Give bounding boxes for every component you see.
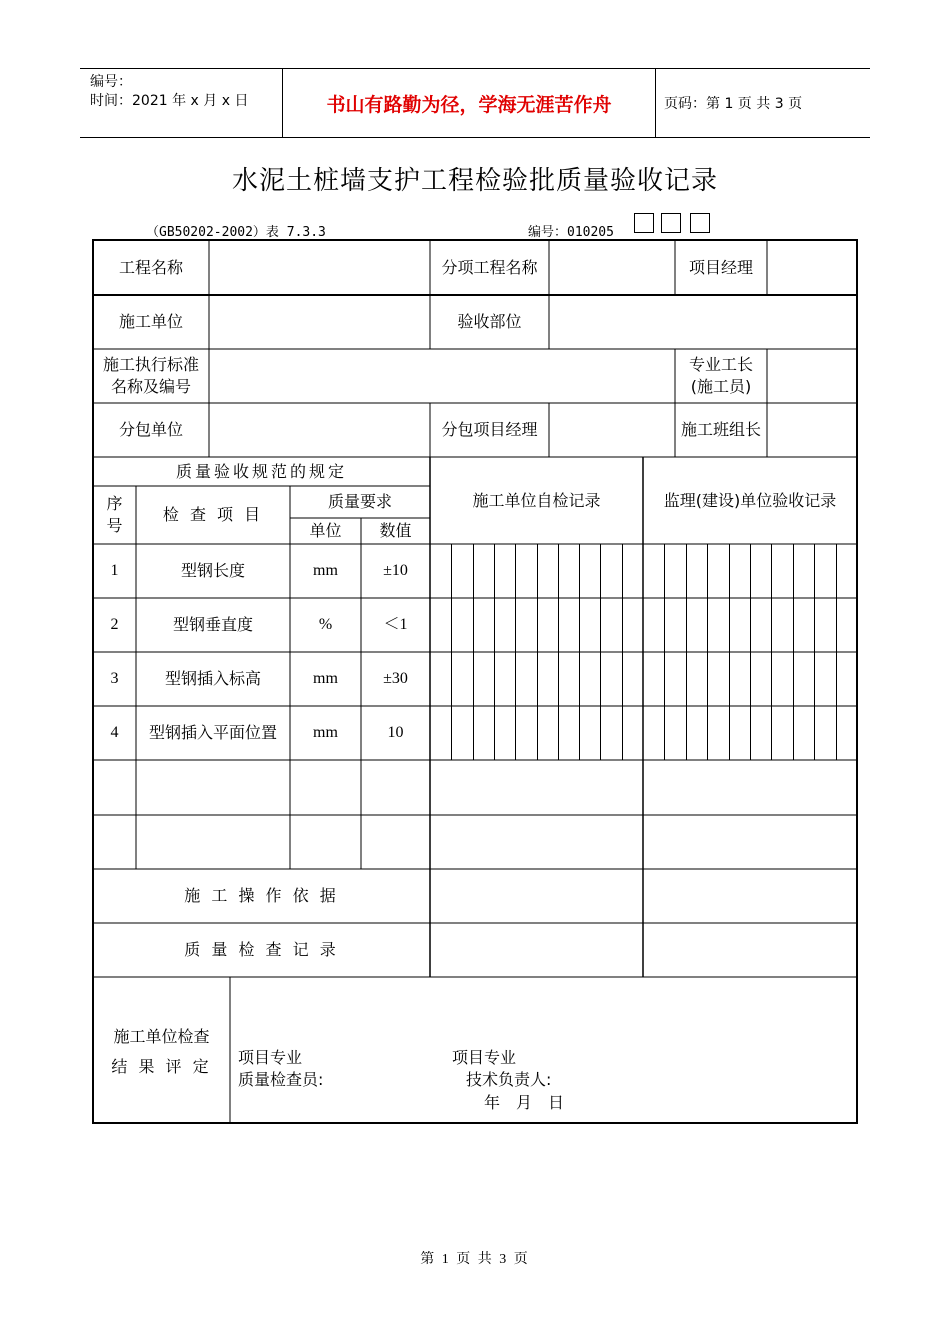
item-name: 型钢长度	[180, 561, 245, 580]
unit-header: 单位	[309, 521, 342, 540]
subcontractor-label: 分包单位	[118, 420, 183, 439]
time-label: 时间：2021 年 x 月 x 日	[90, 93, 249, 109]
sub-project-name-field[interactable]	[549, 240, 675, 295]
item-unit: %	[318, 616, 333, 633]
subcontractor-field[interactable]	[209, 403, 430, 457]
motto: 书山有路勤为径，学海无涯苦作舟	[282, 69, 656, 137]
quality-inspection-label: 质 量 检 查 记 录	[184, 940, 339, 959]
standard-name-field[interactable]	[209, 349, 675, 403]
standard-name-label	[93, 349, 209, 403]
page-title: 水泥土桩墙支护工程检验批质量验收记录	[231, 166, 718, 196]
technical-lead-line2: 技术负责人:	[466, 1070, 552, 1089]
item-unit: mm	[313, 670, 338, 687]
item-name: 型钢插入标高	[164, 669, 261, 688]
item-no: 4	[110, 724, 119, 741]
sub-project-manager-label: 分包项目经理	[441, 420, 538, 439]
item-value: ±30	[383, 670, 408, 687]
item-no: 2	[110, 616, 119, 633]
technical-lead	[452, 1047, 551, 1091]
quality-inspector-line2: 质量检查员:	[238, 1070, 324, 1089]
team-leader-label: 施工班组长	[680, 420, 761, 439]
foreman-line2: (施工员)	[690, 377, 752, 396]
project-name-field[interactable]	[209, 240, 430, 295]
serial-number: 编号：010205	[528, 225, 614, 240]
page-info: 页码：第 1 页 共 3 页	[664, 96, 803, 112]
item-value: ＜1	[383, 616, 408, 633]
standard-reference: （GB50202-2002）表 7.3.3	[146, 225, 326, 240]
quality-inspector-line1: 项目专业	[238, 1048, 303, 1067]
quality-inspector	[238, 1047, 323, 1091]
self-check-header: 施工单位自检记录	[472, 490, 601, 510]
sub-project-manager-field[interactable]	[549, 403, 675, 457]
item-unit: mm	[313, 724, 338, 741]
foreman-field[interactable]	[767, 349, 857, 403]
acceptance-part-label: 验收部位	[457, 312, 522, 331]
technical-lead-line1: 项目专业	[452, 1048, 517, 1067]
project-manager-label: 项目经理	[688, 257, 753, 277]
standard-name-line1: 施工执行标准	[102, 355, 199, 374]
item-no: 3	[110, 670, 119, 687]
team-leader-field[interactable]	[767, 403, 857, 457]
foreman-line1: 专业工长	[688, 355, 753, 374]
item-value: ±10	[383, 562, 408, 579]
acceptance-part-field[interactable]	[549, 295, 857, 349]
project-manager-field[interactable]	[767, 240, 857, 295]
item-unit: mm	[313, 562, 338, 579]
construction-unit-field[interactable]	[209, 295, 430, 349]
spec-header: 质量验收规范的规定	[175, 461, 347, 481]
sign-date: 年 月 日	[484, 1093, 565, 1112]
seq-header	[93, 486, 136, 544]
result-label-line1: 施工单位检查	[113, 1027, 210, 1046]
supervisor-check-header: 监理(建设)单位验收记录	[663, 490, 837, 510]
item-name: 型钢垂直度	[172, 615, 253, 634]
foreman-label	[675, 349, 767, 403]
item-value: 10	[387, 724, 404, 741]
sub-project-name-label: 分项工程名称	[441, 257, 538, 277]
result-label-line2: 结 果 评 定	[111, 1057, 212, 1076]
item-no: 1	[110, 562, 119, 579]
project-name-label: 工程名称	[118, 257, 183, 277]
item-name: 型钢插入平面位置	[148, 723, 277, 742]
check-item-header: 检 查 项 目	[162, 505, 264, 524]
seq-line1: 序	[106, 494, 123, 513]
value-header: 数值	[379, 521, 412, 540]
quality-req-header: 质量要求	[327, 492, 392, 511]
operation-basis-label: 施 工 操 作 依 据	[184, 886, 339, 905]
seq-line2: 号	[106, 516, 123, 535]
code-label: 编号：	[90, 74, 132, 90]
page-footer: 第 1 页 共 3 页	[420, 1252, 530, 1267]
result-label	[93, 1020, 230, 1084]
construction-unit-label: 施工单位	[118, 312, 183, 331]
standard-name-line2: 名称及编号	[110, 377, 191, 396]
